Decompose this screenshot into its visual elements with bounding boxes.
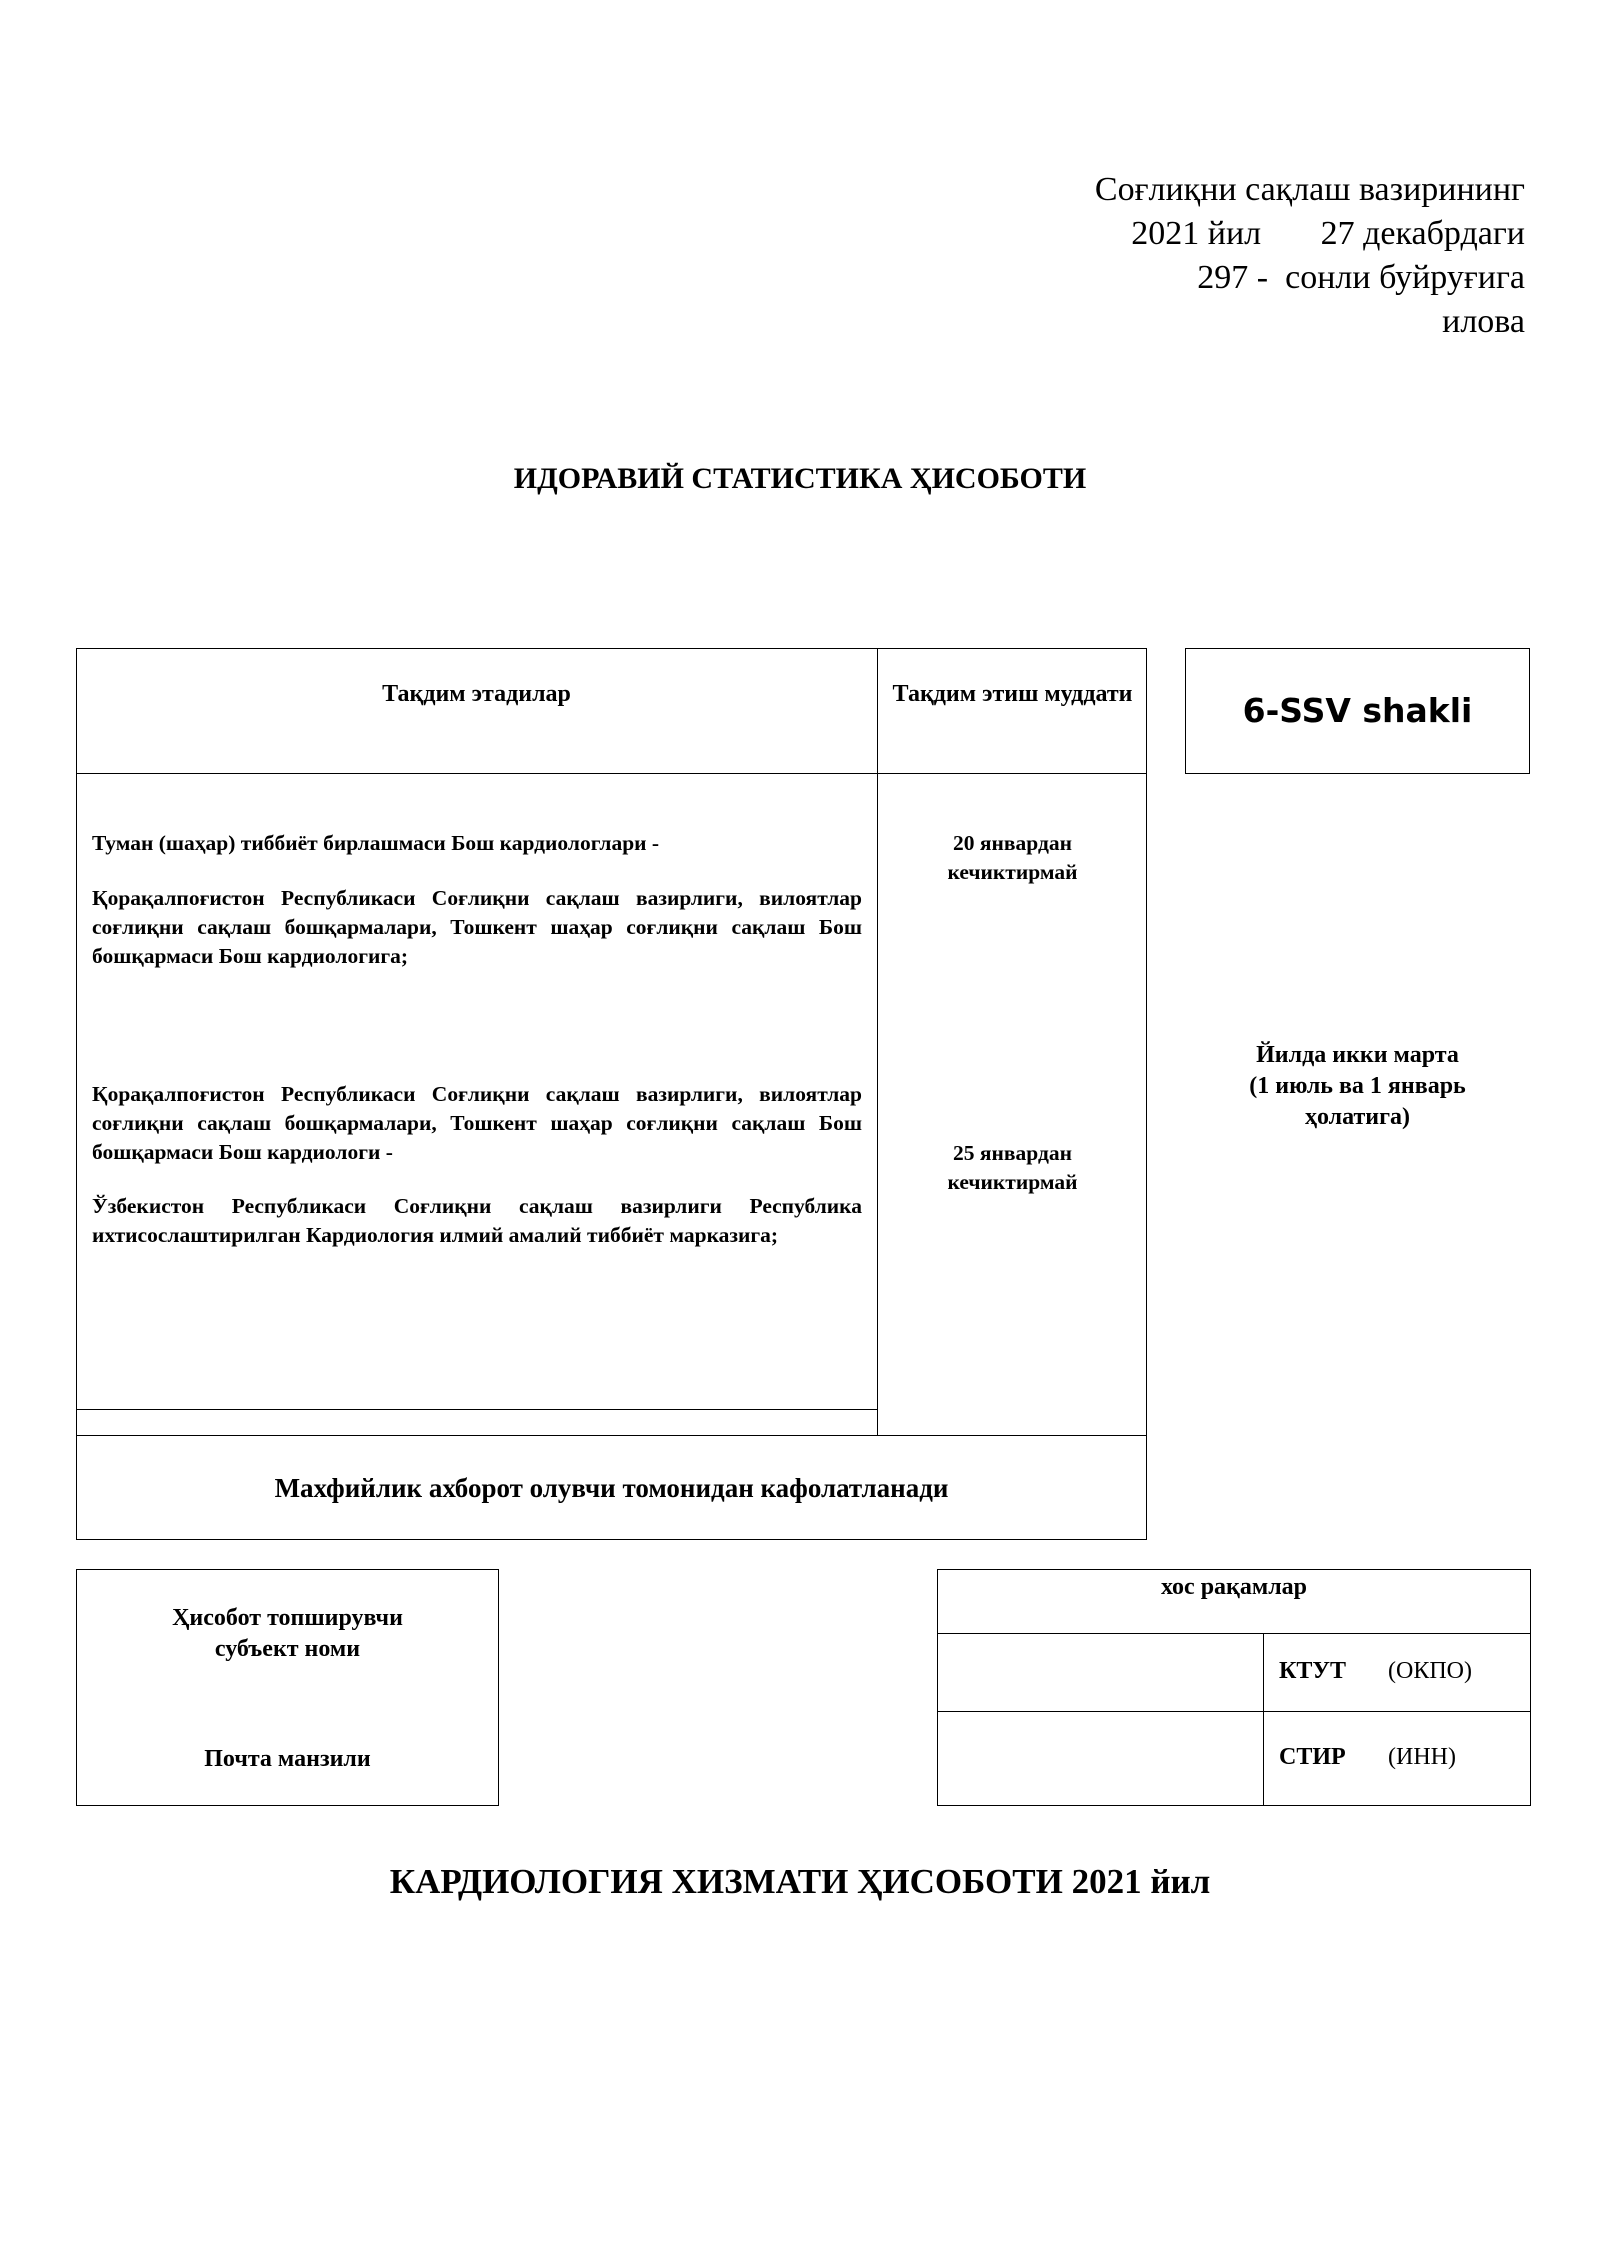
stir-alt-label: (ИНН) xyxy=(1388,1744,1456,1770)
postal-address-label: Почта манзили xyxy=(204,1746,371,1772)
frequency-line-3: ҳолатига) xyxy=(1304,1104,1411,1130)
ktut-label: КТУТ xyxy=(1279,1658,1347,1684)
report-title: ИДОРАВИЙ СТАТИСТИКА ҲИСОБОТИ xyxy=(513,462,1087,495)
frequency-line-1: Йилда икки марта xyxy=(1256,1042,1459,1068)
submitter-row-2-para-2: Ўзбекистон Республикаси Соғлиқни сақлаш вазирлиги Республика ихтисослаштирилган Кардиология илмий амалий тиббиёт марказига; xyxy=(92,1194,862,1247)
subject-name-line-2: субъект номи xyxy=(214,1636,361,1662)
deadline-1-line-1: 20 январдан xyxy=(953,831,1072,855)
order-line-1: Соғлиқни сақлаш вазирининг xyxy=(1094,171,1525,208)
column-divider xyxy=(877,648,878,1436)
deadline-1 xyxy=(878,829,1147,887)
submitter-row-1-para-1: Туман (шаҳар) тиббиёт бирлашмаси Бош кардиологлари - xyxy=(92,831,660,855)
subject-name-label xyxy=(76,1603,499,1665)
codes-header-divider xyxy=(937,1633,1531,1634)
deadline-2 xyxy=(878,1139,1147,1197)
codes-row-divider xyxy=(937,1711,1531,1712)
deadline-1-line-2: кечиктирмай xyxy=(947,860,1078,884)
table-header-divider xyxy=(76,773,1147,774)
stir-label: СТИР xyxy=(1279,1744,1346,1770)
order-line-4: илова xyxy=(1442,303,1525,340)
header-submitters: Тақдим этадилар xyxy=(382,681,571,707)
deadline-2-line-2: кечиктирмай xyxy=(947,1170,1078,1194)
frequency-line-2: (1 июль ва 1 январь xyxy=(1249,1073,1466,1099)
order-line-3: 297 - сонли буйруғига xyxy=(1197,259,1525,296)
submitter-row-2-para-1: Қорақалпоғистон Республикаси Соғлиқни сақлаш вазирлиги, вилоятлар соғлиқни сақлаш бошқармалари, Тошкент шаҳар соғлиқни сақлаш Бош бошқармаси Бош кардиологи - xyxy=(92,1082,862,1164)
service-report-title: КАРДИОЛОГИЯ ХИЗМАТИ ҲИСОБОТИ 2021 йил xyxy=(389,1862,1211,1901)
confidentiality-row-divider xyxy=(76,1435,1147,1436)
frequency-note xyxy=(1185,1040,1530,1133)
order-line-2: 2021 йил 27 декабрдаги xyxy=(1131,215,1525,252)
submitter-row-1-para-2: Қорақалпоғистон Республикаси Соғлиқни сақлаш вазирлиги, вилоятлар соғлиқни сақлаш бошқармалари, Тошкент шаҳар соғлиқни сақлаш Бош бошқармаси Бош кардиологига; xyxy=(92,886,862,968)
ktut-alt-label: (ОКПО) xyxy=(1388,1658,1472,1684)
form-code: 6-SSV shakli xyxy=(1242,691,1473,730)
codes-column-divider xyxy=(1263,1633,1264,1806)
deadline-2-line-1: 25 январдан xyxy=(953,1141,1072,1165)
header-deadline: Тақдим этиш муддати xyxy=(892,681,1133,707)
subject-name-line-1: Ҳисобот топширувчи xyxy=(172,1605,403,1631)
empty-row-top xyxy=(76,1409,878,1410)
codes-header: хос рақамлар xyxy=(1160,1574,1308,1600)
order-reference xyxy=(1095,168,1525,344)
confidentiality-note: Махфийлик ахборот олувчи томонидан кафолатланади xyxy=(274,1473,949,1503)
